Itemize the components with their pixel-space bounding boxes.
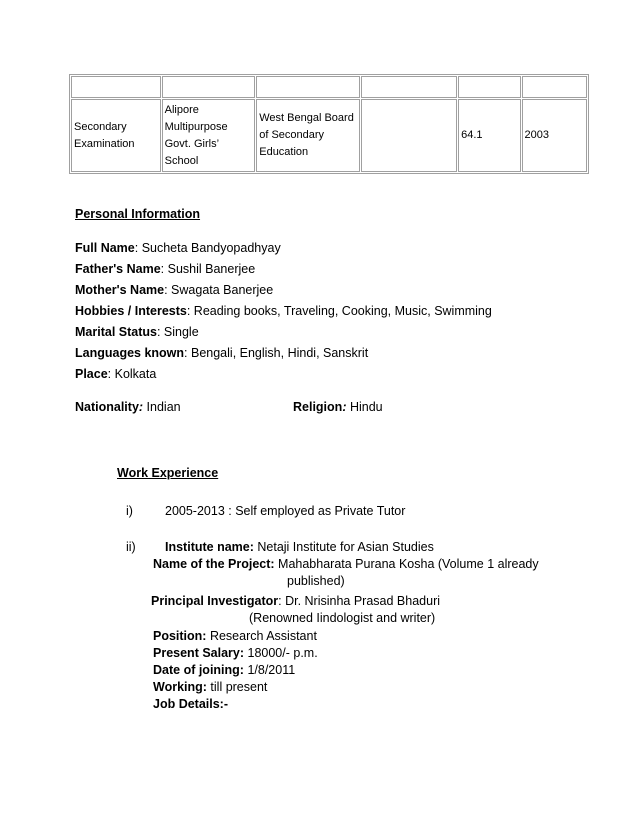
work-item-1-number: i) [126,504,133,518]
working-line [153,680,267,694]
percentage-cell: 64.1 [458,99,520,172]
salary-value: 18000/- p.m. [244,646,318,660]
joining-line [153,663,295,677]
hobbies-value: : Reading books, Traveling, Cooking, Music, Swimming [186,304,492,318]
joining-value: 1/8/2011 [243,663,296,677]
board-cell: West Bengal Board of Secondary Education [256,99,359,172]
marital-status-value: : Single [156,325,199,339]
salary-line [153,646,318,660]
mother-name-line [75,283,273,297]
blank-cell [361,99,458,172]
nationality-label: Nationality [75,400,139,414]
education-table [69,74,589,174]
working-label: Working: [153,680,207,694]
table-cell [458,76,520,98]
full-name-value: : Sucheta Bandyopadhyay [134,241,281,255]
table-cell [361,76,458,98]
project-label: Name of the Project: [153,557,275,571]
principal-investigator-label: Principal Investigator [151,594,279,608]
personal-info-heading: Personal Information [75,207,201,221]
table-row [71,99,587,172]
project-value-continued: published) [287,574,345,588]
place-line [75,367,156,381]
year-cell: 2003 [522,99,587,172]
religion-value: Hindu [346,400,383,414]
hobbies-line [75,304,492,318]
institute-value: Netaji Institute for Asian Studies [253,540,434,554]
work-experience-heading: Work Experience [117,466,219,480]
nationality-value: Indian [143,400,181,414]
principal-investigator-value: : Dr. Nrisinha Prasad Bhaduri [278,594,441,608]
institute-label: Institute name: [165,540,254,554]
marital-status-label: Marital Status [75,325,157,339]
position-line [153,629,317,643]
father-name-label: Father's Name [75,262,161,276]
principal-investigator-line [151,594,440,608]
place-label: Place [75,367,108,381]
work-item-2-number: ii) [126,540,136,554]
nationality-colon: : [138,400,144,414]
project-line [153,557,539,571]
job-details-label: Job Details:- [153,697,229,711]
full-name-label: Full Name [75,241,135,255]
hobbies-label: Hobbies / Interests [75,304,187,318]
religion-colon: : [342,400,347,414]
examination-cell: Secondary Examination [71,99,161,172]
mother-name-value: : Swagata Banerjee [164,283,274,297]
salary-label: Present Salary: [153,646,245,660]
table-row [71,76,587,98]
languages-value: : Bengali, English, Hindi, Sanskrit [184,346,369,360]
languages-label: Languages known [75,346,185,360]
joining-label: Date of joining: [153,663,244,677]
work-item-1-text: 2005-2013 : Self employed as Private Tutor [165,504,406,518]
position-value: Research Assistant [206,629,317,643]
mother-name-label: Mother's Name [75,283,165,297]
working-value: till present [206,680,268,694]
institute-line [165,540,434,554]
school-cell: Alipore Multipurpose Govt. Girls’ School [162,99,256,172]
table-cell [522,76,587,98]
project-value: Mahabharata Purana Kosha (Volume 1 already [274,557,539,571]
marital-status-line [75,325,199,339]
religion-label: Religion [293,400,343,414]
religion-line [293,400,383,414]
father-name-line [75,262,255,276]
place-value: : Kolkata [107,367,157,381]
position-label: Position: [153,629,207,643]
principal-investigator-note: (Renowned Iindologist and writer) [249,611,436,625]
full-name-line [75,241,281,255]
table-cell [71,76,161,98]
table-cell [256,76,359,98]
father-name-value: : Sushil Banerjee [160,262,256,276]
table-cell [162,76,256,98]
languages-line [75,346,368,360]
nationality-line [75,400,181,414]
